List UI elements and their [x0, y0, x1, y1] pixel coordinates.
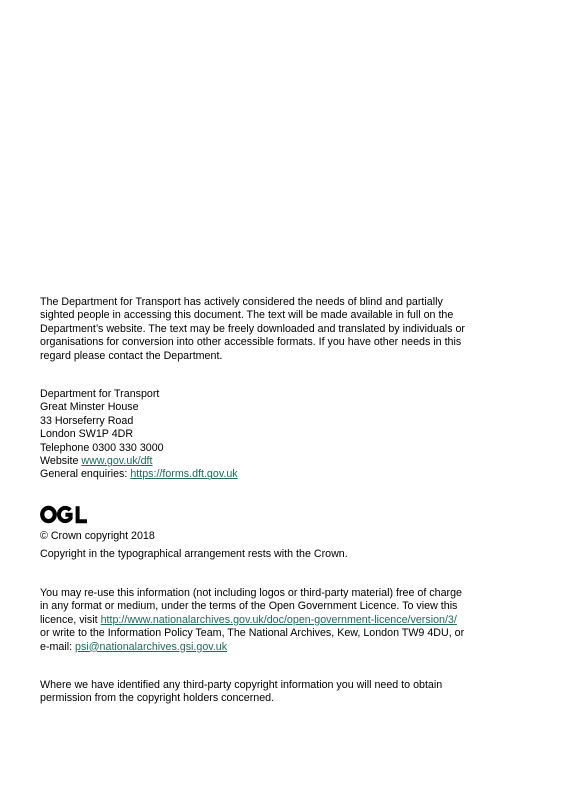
licence-line: [40, 641, 540, 654]
enquiries-label: General enquiries:: [40, 468, 131, 481]
address-building: Great Minster House: [40, 401, 139, 414]
ogl-logo-icon: [40, 505, 88, 524]
enquiries-link[interactable]: https://forms.dft.gov.uk: [130, 468, 238, 481]
address-block: [40, 388, 540, 482]
licence-line: in any format or medium, under the terms of the Open Government Licence. To view this: [40, 600, 458, 613]
licence-visit-label: licence, visit: [40, 613, 101, 626]
address-street: 33 Horseferry Road: [40, 414, 134, 427]
third-party-line: Where we have identified any third-party copyright information you will need to obtain: [40, 679, 443, 691]
accessibility-line: The Department for Transport has actively considered the needs of blind and partially: [40, 296, 443, 308]
third-party-line: permission from the copyright holders concerned.: [40, 692, 275, 705]
address-city: London SW1P 4DR: [40, 428, 134, 441]
address-website: [40, 455, 540, 468]
psi-email-link[interactable]: psi@nationalarchives.gsi.gov.uk: [75, 640, 228, 653]
licence-block: [40, 587, 540, 654]
licence-line: or write to the Information Policy Team, The National Archives, Kew, London TW9 4DU, or: [40, 627, 465, 640]
third-party-notice: [40, 679, 540, 706]
accessibility-statement: [40, 296, 540, 363]
website-link[interactable]: www.gov.uk/dft: [81, 455, 153, 468]
crown-copyright: © Crown copyright 2018: [40, 530, 155, 542]
ogl-licence-link[interactable]: http://www.nationalarchives.gov.uk/doc/open-government-licence/version/3/: [100, 613, 457, 626]
email-label: e-mail:: [40, 640, 76, 653]
licence-line: You may re-use this information (not including logos or third-party material) free of charge: [40, 587, 462, 599]
accessibility-line: sighted people in accessing this document. The text will be made available in full on the: [40, 309, 454, 322]
typographical-copyright: Copyright in the typographical arrangement rests with the Crown.: [40, 548, 348, 560]
address-enquiries: [40, 468, 540, 481]
accessibility-line: regard please contact the Department.: [40, 349, 223, 362]
website-label: Website: [40, 455, 82, 468]
licence-line: [40, 614, 540, 627]
address-org: Department for Transport: [40, 388, 160, 400]
address-telephone: Telephone 0300 330 3000: [40, 441, 164, 454]
accessibility-line: Department’s website. The text may be freely downloaded and translated by individuals or: [40, 322, 465, 335]
accessibility-line: organisations for conversion into other accessible formats. If you have other needs in this: [40, 336, 462, 349]
copyright-block: [40, 530, 540, 561]
